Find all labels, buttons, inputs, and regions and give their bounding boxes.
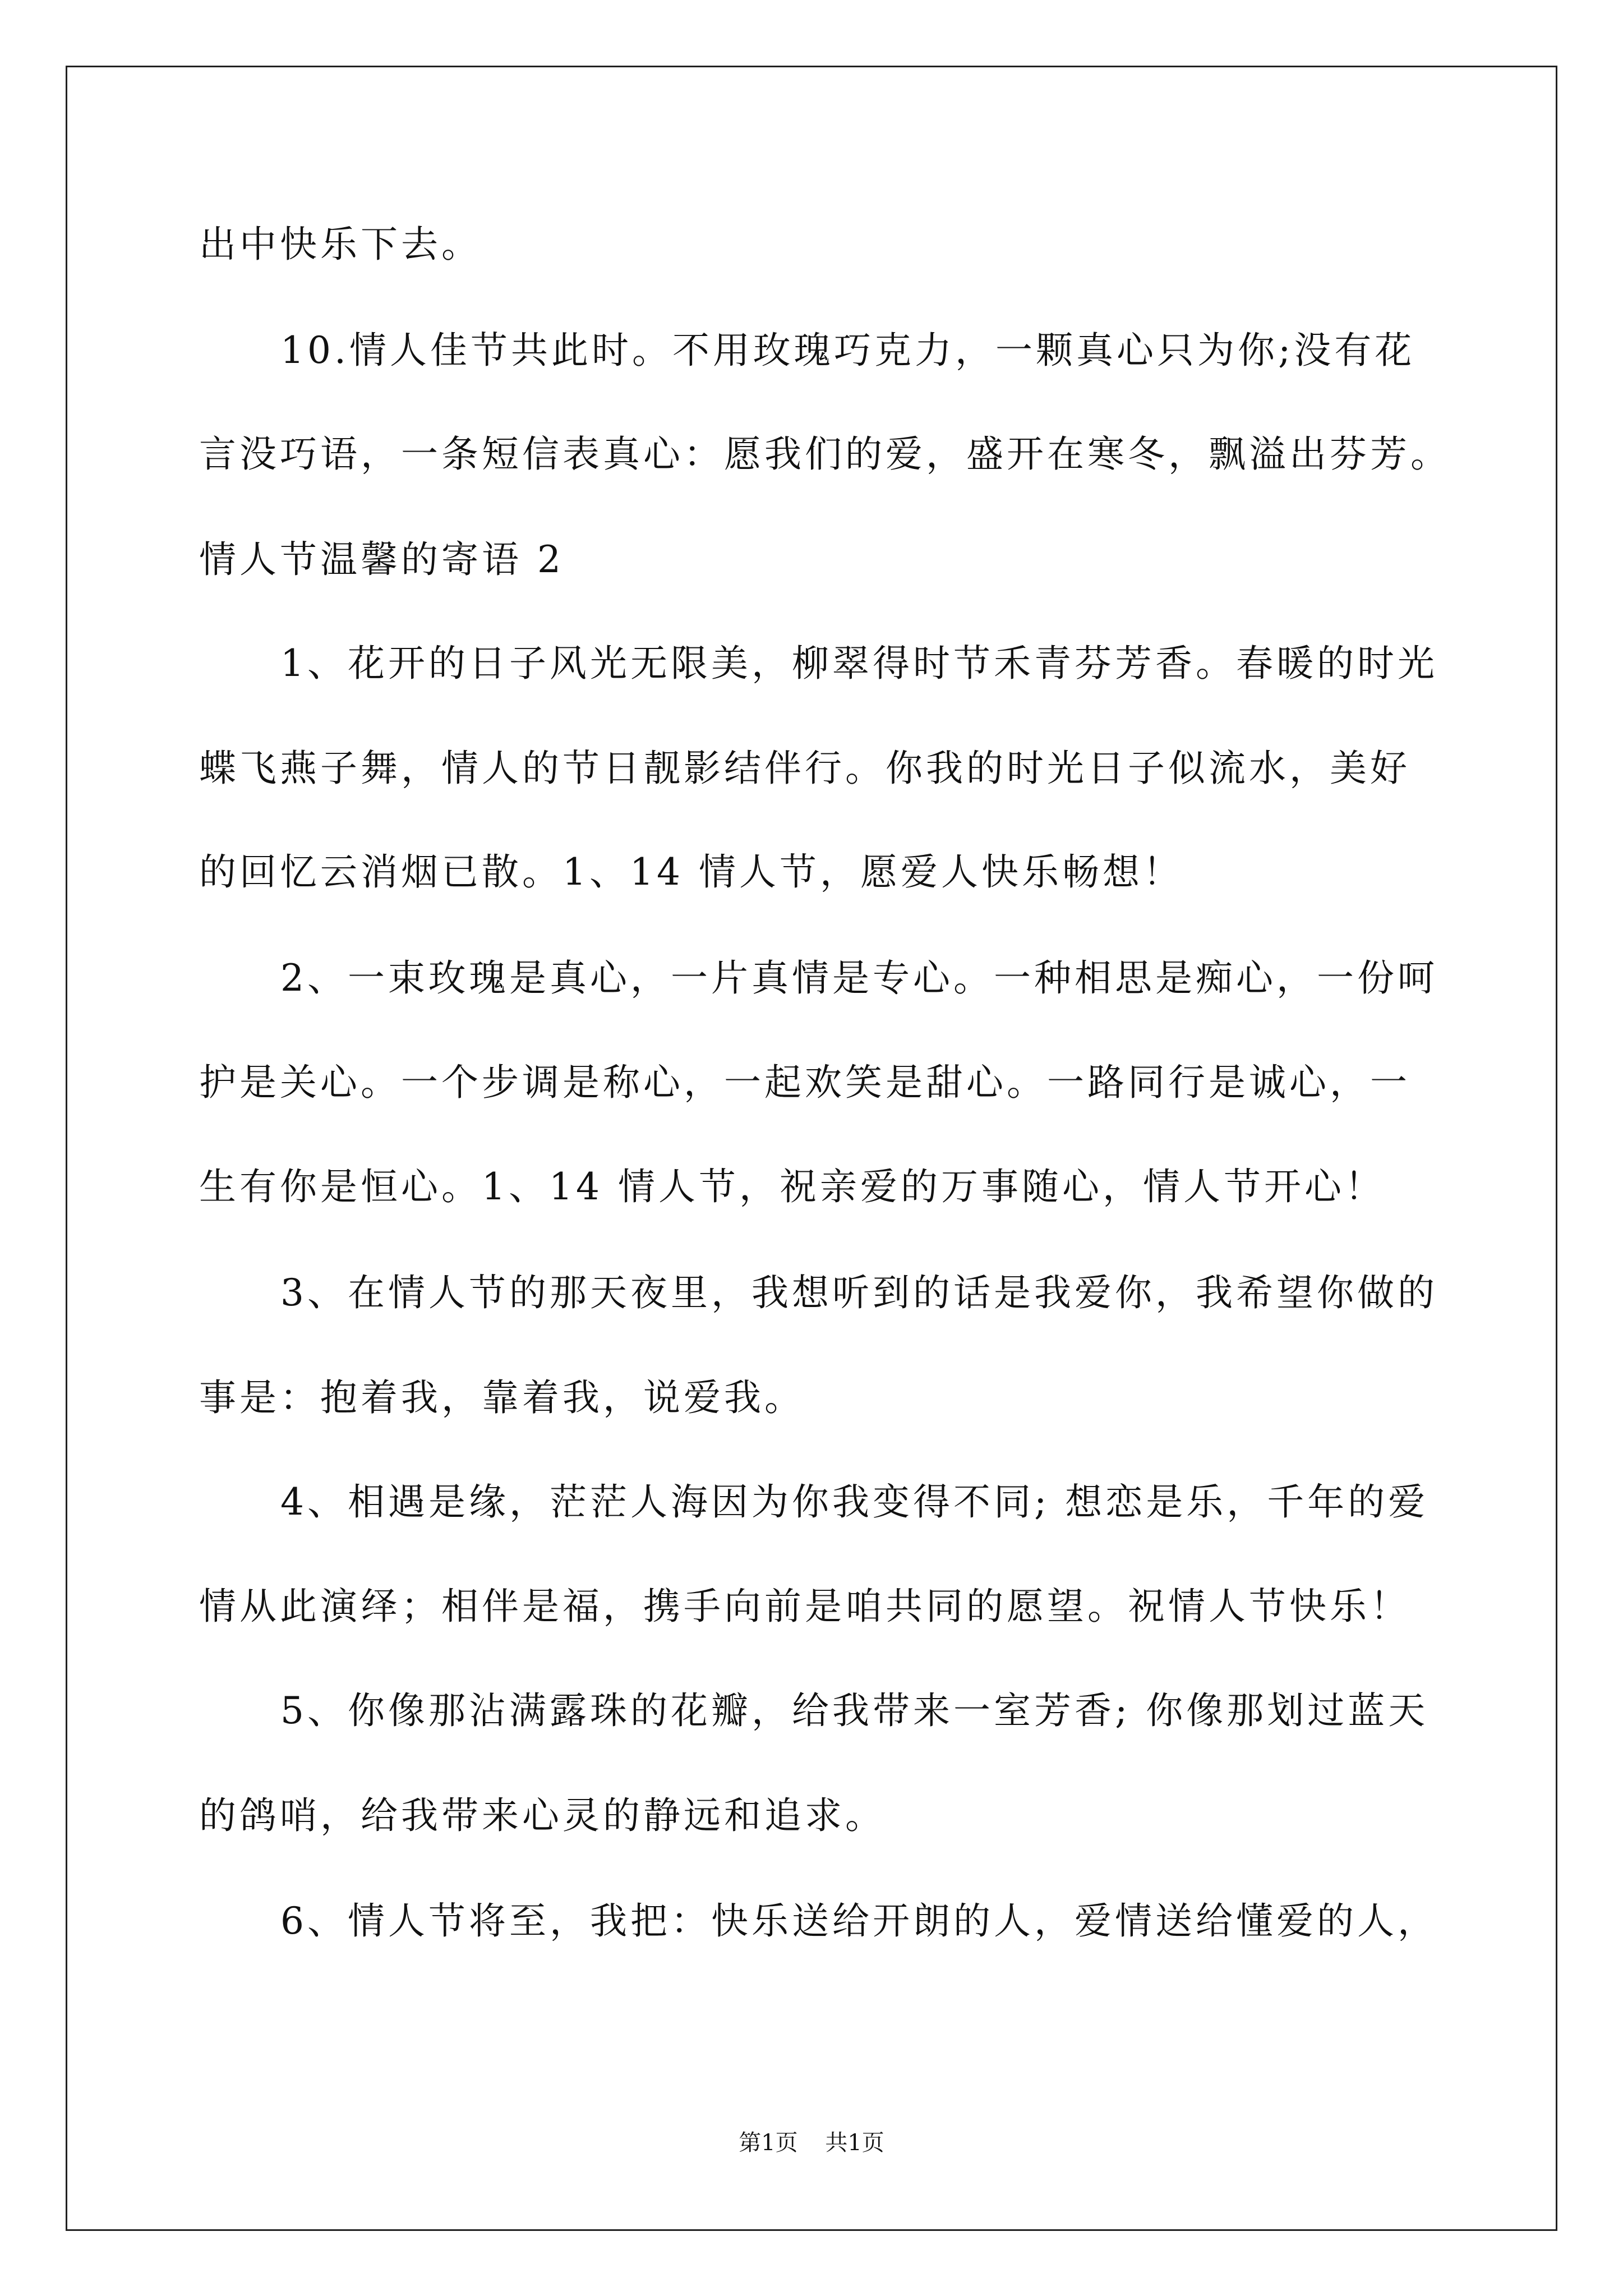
section-heading: 情人节温馨的寄语 2	[199, 538, 564, 581]
text-line: 4、相遇是缘，茫茫人海因为你我变得不同; 想恋是乐，千年的爱	[280, 1480, 1429, 1524]
text-line: 生有你是恒心。1、14 情人节，祝亲爱的万事随心，情人节开心！	[199, 1165, 1385, 1208]
page-total: 共1页	[825, 2130, 884, 2156]
text-line: 言没巧语，一条短信表真心：愿我们的爱，盛开在寒冬，飘溢出芬芳。	[199, 432, 1451, 476]
page-number: 第1页	[739, 2130, 798, 2156]
text-line: 蝶飞燕子舞，情人的节日靓影结伴行。你我的时光日子似流水，美好	[199, 747, 1410, 790]
text-line: 1、花开的日子风光无限美，柳翠得时节禾青芬芳香。春暖的时光	[280, 642, 1438, 685]
text-line: 出中快乐下去。	[199, 223, 482, 266]
text-line: 10.情人佳节共此时。不用玫瑰巧克力，一颗真心只为你;没有花	[280, 329, 1415, 372]
page-footer	[0, 2129, 1623, 2157]
text-line: 的回忆云消烟已散。1、14 情人节，愿爱人快乐畅想！	[199, 850, 1183, 894]
text-line: 护是关心。一个步调是称心，一起欢笑是甜心。一路同行是诚心，一	[199, 1061, 1410, 1104]
text-line: 2、一束玫瑰是真心，一片真情是专心。一种相思是痴心，一份呵	[280, 956, 1438, 1000]
text-line: 事是：抱着我，靠着我，说爱我。	[199, 1376, 805, 1419]
text-line: 6、情人节将至，我把：快乐送给开朗的人，爱情送给懂爱的人，	[280, 1899, 1438, 1943]
text-line: 情从此演绎；相伴是福，携手向前是咱共同的愿望。祝情人节快乐！	[199, 1585, 1410, 1628]
text-line: 5、你像那沾满露珠的花瓣，给我带来一室芳香; 你像那划过蓝天	[280, 1689, 1429, 1732]
text-line: 的鸽哨，给我带来心灵的静远和追求。	[199, 1794, 886, 1837]
text-line: 3、在情人节的那天夜里，我想听到的话是我爱你，我希望你做的	[280, 1271, 1438, 1314]
